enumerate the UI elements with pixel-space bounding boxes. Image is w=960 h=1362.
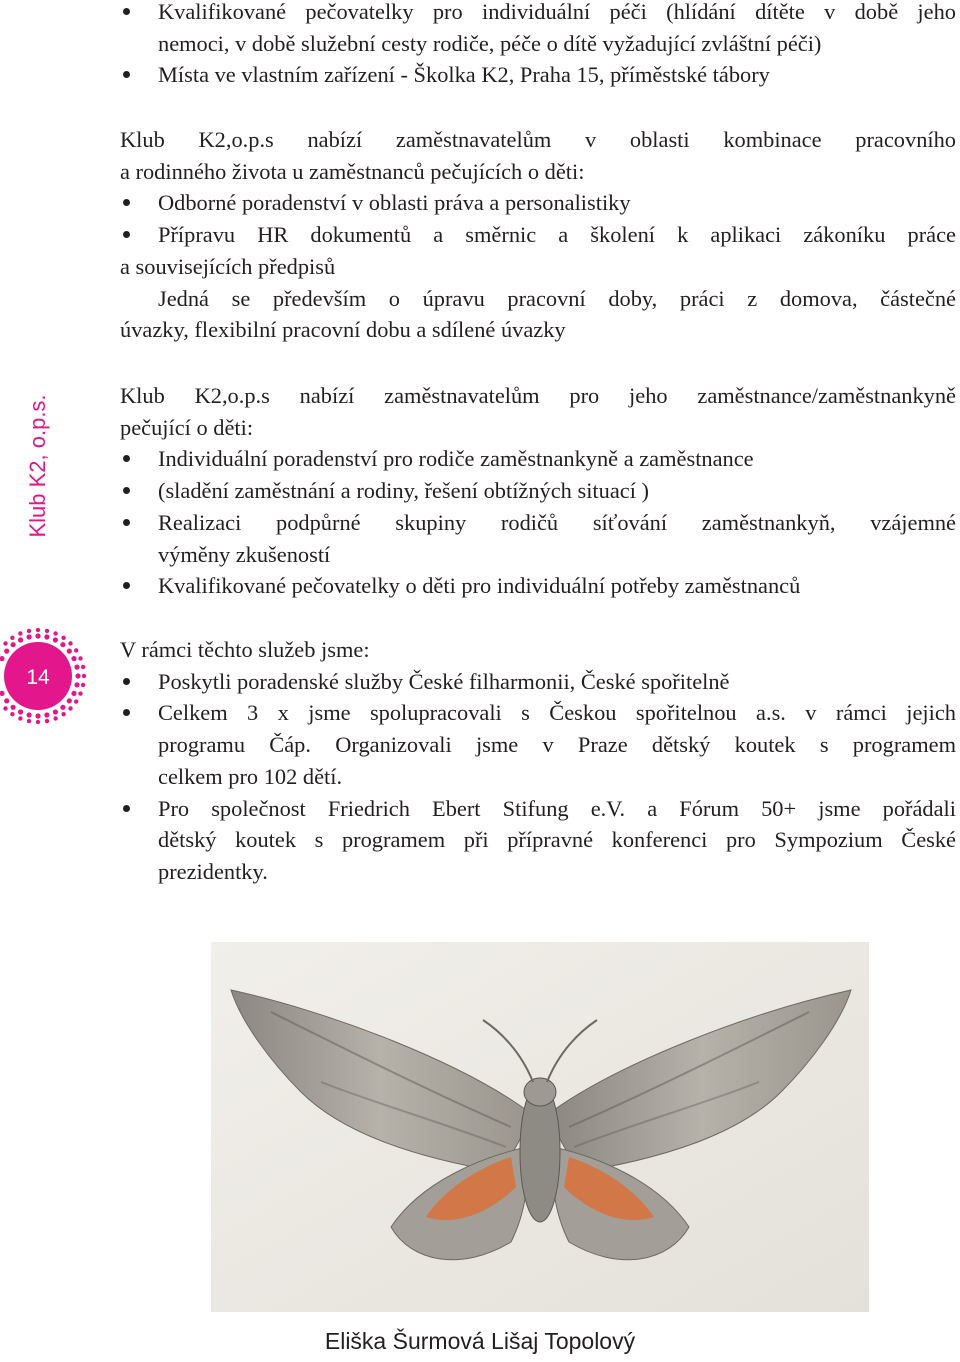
list-item: Přípravu HR dokumentů a směrnic a školení k aplikaci zákoníku práce (120, 219, 956, 251)
list-item: Kvalifikované pečovatelky o děti pro individuální potřeby zaměstnanců (120, 570, 956, 602)
ring-dot (27, 634, 32, 639)
ring-dot (45, 719, 49, 723)
sidebar-label: Klub K2, o.p.s. (25, 394, 50, 538)
ring-dot (74, 682, 79, 687)
image-caption: Eliška Šurmová Lišaj Topolový (324, 1328, 636, 1354)
ring-dot (36, 720, 40, 724)
ring-dot (75, 673, 80, 678)
ring-dot (44, 634, 49, 639)
ring-dot (67, 649, 72, 654)
ring-dot (11, 705, 16, 710)
section-note: úvazky, flexibilní pracovní dobu a sdílené úvazky (120, 317, 566, 343)
ring-dot (36, 628, 40, 632)
moth-illustration (211, 942, 869, 1312)
page-number-badge (0, 628, 96, 724)
list-item: Poskytli poradenské služby České filharmonii, České spořitelně (120, 666, 956, 698)
list-item-continuation: prezidentky. (158, 858, 268, 884)
section-intro: pečující o děti: (120, 414, 254, 440)
list-item: (sladění zaměstnání a rodiny, řešení obtížných situací ) (120, 475, 956, 507)
ring-dot (27, 629, 31, 633)
ring-dot (68, 641, 72, 645)
ring-dot (35, 713, 40, 718)
ring-dot (61, 636, 65, 640)
top-service-list (120, 0, 956, 91)
ring-dot (60, 642, 65, 647)
list-item: Odborné poradenství v oblasti práva a personalistiky (120, 187, 956, 219)
ring-dot (78, 691, 82, 695)
ring-dot (81, 665, 85, 669)
ring-dot (4, 698, 9, 703)
section-intro: V rámci těchto služeb jsme: (120, 637, 370, 662)
ring-dot (60, 705, 65, 710)
ring-dot (67, 698, 72, 703)
section-intro: a rodinného života u zaměstnanců pečujících o děti: (120, 158, 585, 184)
ring-dot (18, 631, 22, 635)
ring-dot (81, 683, 85, 687)
ring-dot (10, 712, 14, 716)
section-intro: Klub K2,o.p.s nabízí zaměstnavatelům pro jeho zaměstnance/zaměstnankyně (120, 383, 956, 408)
ring-dot (53, 631, 57, 635)
ring-dot (27, 712, 32, 717)
ring-dot (0, 656, 5, 661)
ring-dot (45, 629, 49, 633)
ring-dot (53, 637, 58, 642)
list-item-continuation: celkem pro 102 dětí. (158, 763, 343, 789)
list-item: Místa ve vlastním zařízení - Školka K2, Praha 15, příměstské tábory (120, 59, 956, 91)
section-note: Jedná se především o úpravu pracovní doby, práci z domova, částečné (158, 285, 956, 311)
ring-dot (35, 633, 40, 638)
ring-dot (61, 712, 65, 716)
section-employees-offer (120, 380, 956, 602)
ring-dot (74, 648, 78, 652)
ring-dot (53, 716, 57, 720)
ring-dot (18, 716, 22, 720)
list-item-continuation: dětský koutek s programem při přípravné konferenci pro Sympozium České (158, 827, 956, 853)
list-item: Realizaci podpůrné skupiny rodičů síťování zaměstnankyň, vzájemné (120, 507, 956, 539)
list-item: Kvalifikované pečovatelky pro individuální péči (hlídání dítěte v době jeho (120, 0, 956, 28)
section-employers-offer (120, 124, 956, 346)
ring-dot (11, 642, 16, 647)
ring-dot (10, 636, 14, 640)
ring-dot (74, 699, 78, 703)
list-item: Pro společnost Friedrich Ebert Stifung e.V. a Fórum 50+ jsme pořádali (120, 793, 956, 825)
ring-dot (27, 719, 31, 723)
section-achievements (120, 634, 956, 888)
list-item: Individuální poradenství pro rodiče zaměstnankyně a zaměstnance (120, 443, 956, 475)
ring-dot (3, 706, 7, 710)
page-number: 14 (26, 666, 50, 689)
ring-dot (18, 709, 23, 714)
ring-dot (68, 706, 72, 710)
ring-dot (44, 712, 49, 717)
ring-dot (82, 674, 86, 678)
section-intro: Klub K2,o.p.s nabízí zaměstnavatelům v oblasti kombinace pracovního (120, 127, 956, 152)
list-item-continuation: a souvisejících předpisů (120, 253, 336, 279)
ring-dot (74, 665, 79, 670)
ring-dot (71, 691, 76, 696)
ring-dot (0, 691, 5, 696)
ring-dot (4, 649, 9, 654)
ring-dot (71, 656, 76, 661)
ring-dot (3, 641, 7, 645)
moth-head (524, 1078, 556, 1106)
list-item-continuation: programu Čáp. Organizovali jsme v Praze dětský koutek s programem (158, 732, 956, 758)
ring-dot (78, 656, 82, 660)
list-item: Celkem 3 x jsme spolupracovali s Českou spořitelnou a.s. v rámci jejich (120, 697, 956, 729)
list-item-continuation: nemoci, v době služební cesty rodiče, péče o dítě vyžadující zvláštní péči) (158, 30, 822, 56)
ring-dot (53, 709, 58, 714)
list-item-continuation: výměny zkušeností (158, 541, 331, 567)
ring-dot (18, 637, 23, 642)
